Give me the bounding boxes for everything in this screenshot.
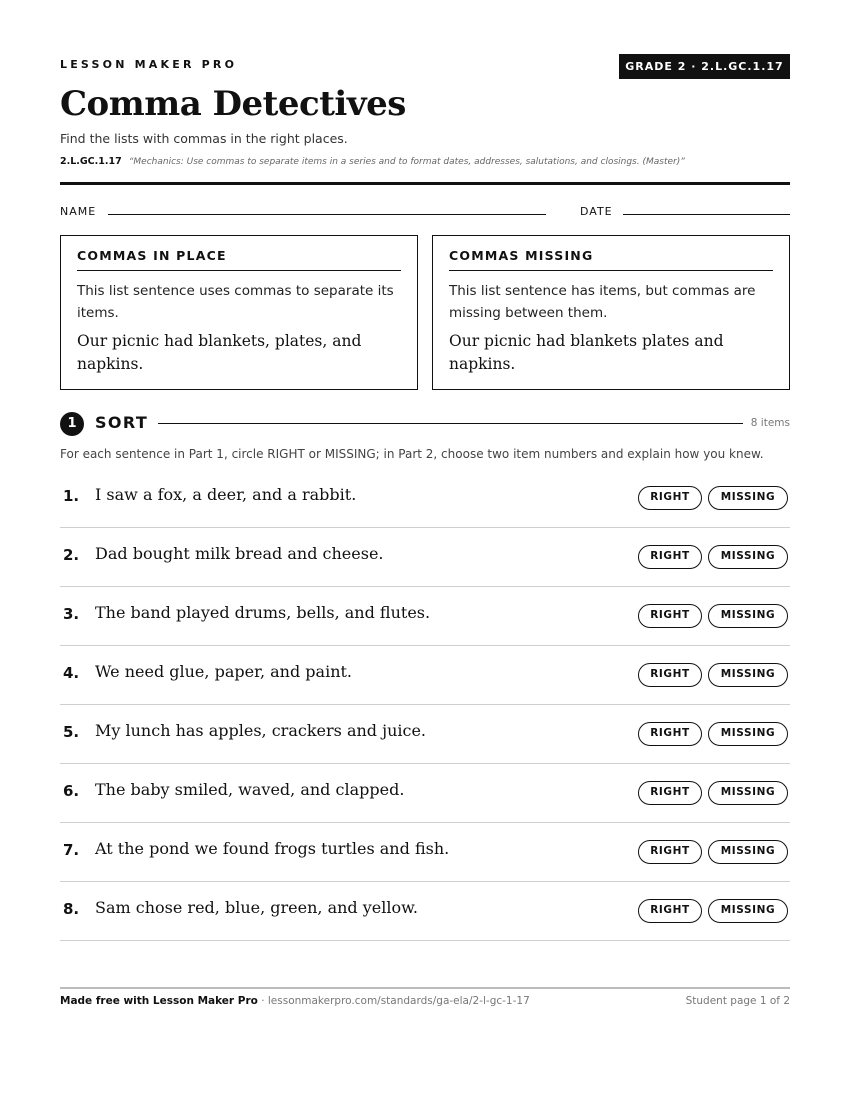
right-choice-button[interactable]: RIGHT — [638, 899, 702, 923]
example-sentence: Our picnic had blankets plates and napkins. — [449, 332, 724, 373]
question-text: The band played drums, bells, and flutes. — [95, 603, 431, 622]
footer-divider — [60, 987, 790, 989]
name-label: NAME — [60, 205, 97, 218]
example-heading: COMMAS MISSING — [449, 248, 773, 271]
question-number: 1. — [63, 487, 80, 505]
missing-choice-button[interactable]: MISSING — [708, 840, 788, 864]
right-choice-button[interactable]: RIGHT — [638, 840, 702, 864]
question-text: The baby smiled, waved, and clapped. — [95, 780, 405, 799]
standard-line — [60, 156, 685, 167]
question-number: 6. — [63, 782, 80, 800]
missing-choice-button[interactable]: MISSING — [708, 486, 788, 510]
question-row — [60, 882, 790, 941]
right-choice-button[interactable]: RIGHT — [638, 663, 702, 687]
footer-made-with: Made free with Lesson Maker Pro — [60, 995, 258, 1007]
footer-url: · lessonmakerpro.com/standards/ga-ela/2-l-gc-1-17 — [257, 995, 530, 1007]
right-choice-button[interactable]: RIGHT — [638, 604, 702, 628]
right-choice-button[interactable]: RIGHT — [638, 781, 702, 805]
date-field[interactable] — [623, 214, 790, 215]
question-number: 4. — [63, 664, 80, 682]
question-row — [60, 764, 790, 823]
missing-choice-button[interactable]: MISSING — [708, 545, 788, 569]
example-box-commas-missing — [432, 235, 790, 390]
example-box-commas-in-place — [60, 235, 418, 390]
example-sentence: Our picnic had blankets, plates, and napkins. — [77, 332, 362, 373]
page-title: Comma Detectives — [60, 84, 406, 124]
question-number: 8. — [63, 900, 80, 918]
footer-page-number: Student page 1 of 2 — [685, 995, 790, 1007]
question-row — [60, 823, 790, 882]
question-number: 3. — [63, 605, 80, 623]
missing-choice-button[interactable]: MISSING — [708, 722, 788, 746]
section-number-badge: 1 — [60, 412, 84, 436]
grade-badge: GRADE 2 · 2.L.GC.1.17 — [619, 54, 790, 79]
question-text: Dad bought milk bread and cheese. — [95, 544, 384, 563]
example-description: This list sentence uses commas to separate its items. — [77, 283, 394, 321]
missing-choice-button[interactable]: MISSING — [708, 663, 788, 687]
standard-description: “Mechanics: Use commas to separate items in a series and to format dates, addresses, salutations, and closings. (Master)” — [128, 157, 685, 167]
missing-choice-button[interactable]: MISSING — [708, 899, 788, 923]
question-row — [60, 469, 790, 528]
question-row — [60, 587, 790, 646]
question-list — [60, 469, 790, 941]
section-divider — [158, 423, 743, 424]
right-choice-button[interactable]: RIGHT — [638, 486, 702, 510]
missing-choice-button[interactable]: MISSING — [708, 781, 788, 805]
header-divider — [60, 182, 790, 185]
question-text: Sam chose red, blue, green, and yellow. — [95, 898, 418, 917]
page-subtitle: Find the lists with commas in the right places. — [60, 131, 348, 146]
right-choice-button[interactable]: RIGHT — [638, 722, 702, 746]
standard-code: 2.L.GC.1.17 — [60, 156, 122, 167]
footer-credit — [60, 995, 530, 1007]
date-label: DATE — [580, 205, 613, 218]
question-number: 7. — [63, 841, 80, 859]
item-count: 8 items — [750, 417, 790, 429]
question-text: My lunch has apples, crackers and juice. — [95, 721, 427, 740]
brand-name: LESSON MAKER PRO — [60, 58, 238, 71]
question-number: 5. — [63, 723, 80, 741]
question-row — [60, 528, 790, 587]
question-text: At the pond we found frogs turtles and fish. — [95, 839, 450, 858]
question-row — [60, 705, 790, 764]
question-number: 2. — [63, 546, 80, 564]
right-choice-button[interactable]: RIGHT — [638, 545, 702, 569]
example-heading: COMMAS IN PLACE — [77, 248, 401, 271]
instructions: For each sentence in Part 1, circle RIGHT or MISSING; in Part 2, choose two item numbers and explain how you knew. — [60, 447, 764, 461]
missing-choice-button[interactable]: MISSING — [708, 604, 788, 628]
question-row — [60, 646, 790, 705]
section-title: SORT — [95, 413, 149, 432]
name-field[interactable] — [108, 214, 546, 215]
question-text: We need glue, paper, and paint. — [95, 662, 353, 681]
example-description: This list sentence has items, but commas are missing between them. — [449, 283, 756, 321]
question-text: I saw a fox, a deer, and a rabbit. — [95, 485, 357, 504]
